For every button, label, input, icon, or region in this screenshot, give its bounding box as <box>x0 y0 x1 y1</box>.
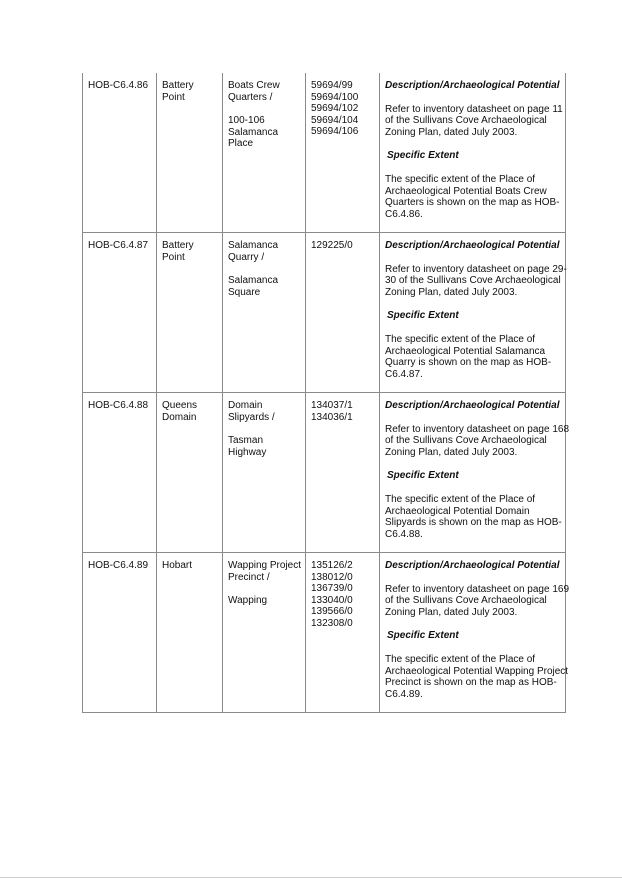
title-ref: 135126/2 <box>311 560 353 571</box>
title-ref: 138012/0 <box>311 571 353 583</box>
street-address-line: Tasman <box>228 435 264 447</box>
description-line: Refer to inventory datasheet on page 168 <box>385 423 570 435</box>
table-row <box>83 233 566 393</box>
title-refs-cell <box>306 393 380 553</box>
suburb-line: Domain <box>162 411 197 423</box>
street-address-line: Square <box>228 286 261 298</box>
place-name-line: Domain <box>228 400 263 411</box>
title-ref: 136739/0 <box>311 583 353 595</box>
suburb: Hobart <box>162 560 193 571</box>
description-cell <box>380 553 570 713</box>
title-ref: 132308/0 <box>311 617 353 629</box>
description-cell <box>380 233 566 393</box>
suburb: Battery Point <box>162 80 194 103</box>
ref-number-cell <box>83 233 157 393</box>
extent-line: C6.4.88. <box>385 528 423 540</box>
extent-line: The specific extent of the Place of <box>385 653 536 665</box>
page-edge-line <box>0 877 622 878</box>
extent-heading: Specific Extent <box>387 150 459 162</box>
description-heading: Description/Archaeological Potential <box>385 80 560 91</box>
suburb-cell <box>157 73 223 233</box>
ref-number: HOB-C6.4.87 <box>88 240 149 251</box>
suburb-cell <box>157 233 223 393</box>
street-address-line: Wapping <box>228 595 268 607</box>
description-heading: Description/Archaeological Potential <box>385 240 560 251</box>
extent-line: The specific extent of the Place of <box>385 333 536 345</box>
place-name-line: Slipyards / <box>228 411 275 423</box>
description-cell <box>380 73 566 233</box>
extent-line: Archaeological Potential Salamanca <box>385 345 546 357</box>
extent-heading: Specific Extent <box>387 470 459 482</box>
title-ref: 59694/99 <box>311 80 353 91</box>
description-line: of the Sullivans Cove Archaeological <box>385 115 547 127</box>
title-ref: 59694/100 <box>311 91 359 103</box>
ref-number-cell <box>83 553 157 713</box>
title-refs-cell <box>306 553 380 713</box>
place-name-line: Salamanca <box>228 240 279 251</box>
description-line: Zoning Plan, dated July 2003. <box>385 606 518 618</box>
street-address-line: Salamanca <box>228 126 279 138</box>
extent-line: Slipyards is shown on the map as HOB- <box>385 517 562 529</box>
extent-heading: Specific Extent <box>387 310 459 322</box>
description-heading: Description/Archaeological Potential <box>385 400 560 411</box>
table-row <box>83 73 566 233</box>
street-address-line: Salamanca <box>228 275 279 287</box>
place-name-line: Precinct / <box>228 571 270 583</box>
title-ref: 133040/0 <box>311 594 353 606</box>
description-line: Refer to inventory datasheet on page 11 <box>385 103 563 115</box>
extent-line: The specific extent of the Place of <box>385 173 536 185</box>
suburb-cell <box>157 393 223 553</box>
title-ref: 139566/0 <box>311 606 353 618</box>
place-name-line: Wapping Project <box>228 560 301 571</box>
suburb: Battery Point <box>162 240 194 263</box>
table-row <box>83 553 566 713</box>
description-line: of the Sullivans Cove Archaeological <box>385 435 547 447</box>
place-name-line: Quarters / <box>228 91 273 103</box>
place-name-line: Boats Crew <box>228 80 280 91</box>
description-line: Zoning Plan, dated July 2003. <box>385 286 518 298</box>
extent-line: C6.4.86. <box>385 208 423 220</box>
extent-line: C6.4.89. <box>385 688 423 700</box>
suburb-line: Queens <box>162 400 198 411</box>
street-address-line: Highway <box>228 446 267 458</box>
extent-line: The specific extent of the Place of <box>385 493 536 505</box>
description-heading: Description/Archaeological Potential <box>385 560 560 571</box>
title-refs-cell <box>306 233 380 393</box>
heritage-places-table <box>82 73 570 713</box>
title-ref: 134036/1 <box>311 411 353 423</box>
street-address-line: Place <box>228 138 254 150</box>
extent-line: Archaeological Potential Wapping Project <box>385 665 569 677</box>
description-line: 30 of the Sullivans Cove Archaeological <box>385 275 561 287</box>
title-ref: 59694/102 <box>311 103 359 115</box>
description-line: Refer to inventory datasheet on page 169 <box>385 583 570 595</box>
table-row <box>83 393 566 553</box>
ref-number-cell <box>83 73 157 233</box>
title-ref: 129225/0 <box>311 240 353 251</box>
extent-line: Quarry is shown on the map as HOB- <box>385 357 552 369</box>
ref-number-cell <box>83 393 157 553</box>
ref-number: HOB-C6.4.86 <box>88 80 149 91</box>
description-line: Zoning Plan, dated July 2003. <box>385 446 518 458</box>
extent-line: Archaeological Potential Domain <box>385 505 530 517</box>
title-ref: 59694/106 <box>311 126 359 138</box>
title-ref: 59694/104 <box>311 114 359 126</box>
description-line: of the Sullivans Cove Archaeological <box>385 595 547 607</box>
extent-heading: Specific Extent <box>387 630 459 642</box>
street-address-line: 100-106 <box>228 115 265 127</box>
place-name-cell <box>223 73 306 233</box>
place-name-line: Quarry / <box>228 251 265 263</box>
title-refs-cell <box>306 73 380 233</box>
description-line: Refer to inventory datasheet on page 29- <box>385 263 567 275</box>
ref-number: HOB-C6.4.89 <box>88 560 149 571</box>
ref-number: HOB-C6.4.88 <box>88 400 149 411</box>
extent-line: Quarters is shown on the map as HOB- <box>385 197 560 209</box>
extent-line: Precinct is shown on the map as HOB- <box>385 677 557 689</box>
extent-line: C6.4.87. <box>385 368 423 380</box>
title-ref: 134037/1 <box>311 400 353 411</box>
suburb-cell <box>157 553 223 713</box>
description-cell <box>380 393 570 553</box>
place-name-cell <box>223 553 306 713</box>
extent-line: Archaeological Potential Boats Crew <box>385 185 547 197</box>
place-name-cell <box>223 393 306 553</box>
place-name-cell <box>223 233 306 393</box>
description-line: Zoning Plan, dated July 2003. <box>385 126 518 138</box>
